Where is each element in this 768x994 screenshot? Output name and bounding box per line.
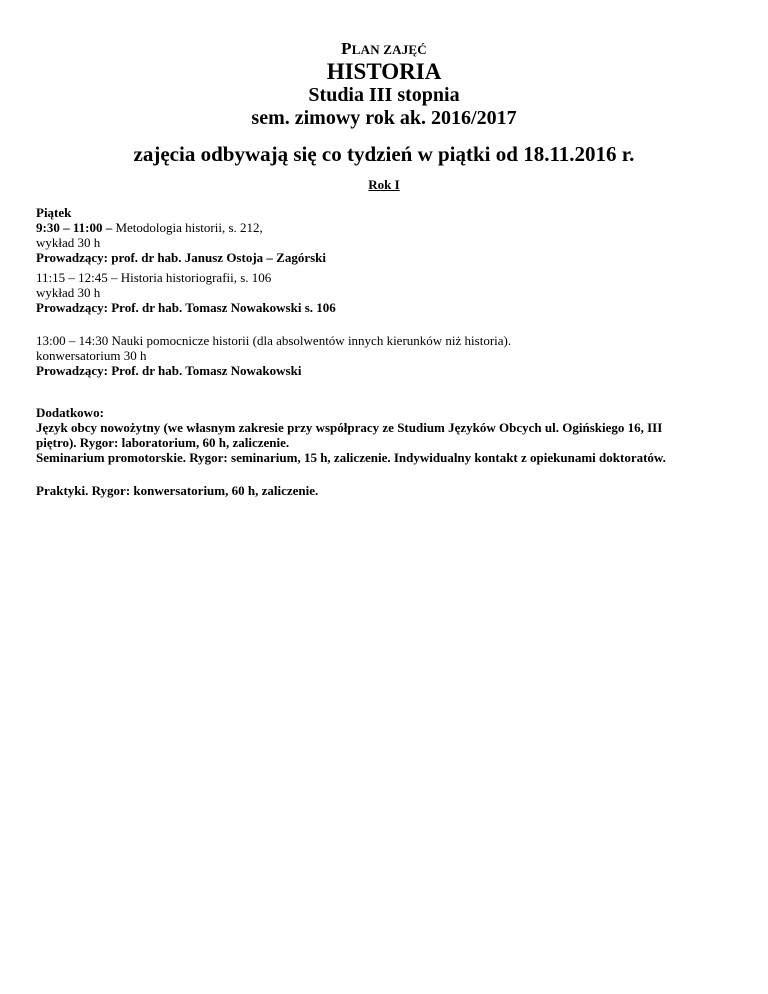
practice-line: Praktyki. Rygor: konwersatorium, 60 h, zaliczenie. <box>36 483 319 498</box>
additional-heading: Dodatkowo: <box>36 405 104 420</box>
session-1-type: wykład 30 h <box>36 235 101 250</box>
day-label: Piątek <box>36 205 72 220</box>
additional-section <box>36 405 736 465</box>
year-heading: Rok I <box>368 177 400 192</box>
session-1 <box>36 205 736 265</box>
session-1-line <box>36 220 736 235</box>
language-line-1: Język obcy nowożytny (we własnym zakresie przy współpracy ze Studium Języków Obcych ul. Ogińskiego 16, III <box>36 420 663 435</box>
schedule-note: zajęcia odbywają się co tydzień w piątki od 18.11.2016 r. <box>133 142 635 166</box>
session-1-time: 9:30 – 11:00 – <box>36 220 113 235</box>
session-3 <box>36 333 736 378</box>
plan-title <box>0 39 768 59</box>
session-3-type: konwersatorium 30 h <box>36 348 147 363</box>
semester: sem. zimowy rok ak. 2016/2017 <box>251 107 517 129</box>
session-2 <box>36 270 736 315</box>
plan-title-initial: P <box>341 39 352 58</box>
session-3-title: 13:00 – 14:30 Nauki pomocnicze historii (dla absolwentów innych kierunków niż historia). <box>36 333 512 348</box>
session-1-title: Metodologia historii, s. 212, <box>112 220 263 235</box>
language-line-2: piętro). Rygor: laboratorium, 60 h, zaliczenie. <box>36 435 290 450</box>
seminar-line: Seminarium promotorskie. Rygor: seminarium, 15 h, zaliczenie. Indywidualny kontakt z opiekunami doktoratów. <box>36 450 666 465</box>
session-1-teacher: Prowadzący: prof. dr hab. Janusz Ostoja – Zagórski <box>36 250 326 265</box>
session-2-teacher: Prowadzący: Prof. dr hab. Tomasz Nowakowski s. 106 <box>36 300 336 315</box>
session-2-type: wykład 30 h <box>36 285 101 300</box>
practice-section <box>36 483 736 498</box>
session-2-title: 11:15 – 12:45 – Historia historiografii, s. 106 <box>36 270 272 285</box>
plan-title-rest: LAN ZAJĘĆ <box>351 42 427 57</box>
study-level: Studia III stopnia <box>308 84 460 106</box>
session-3-teacher: Prowadzący: Prof. dr hab. Tomasz Nowakowski <box>36 363 302 378</box>
subject-title: HISTORIA <box>326 59 442 84</box>
